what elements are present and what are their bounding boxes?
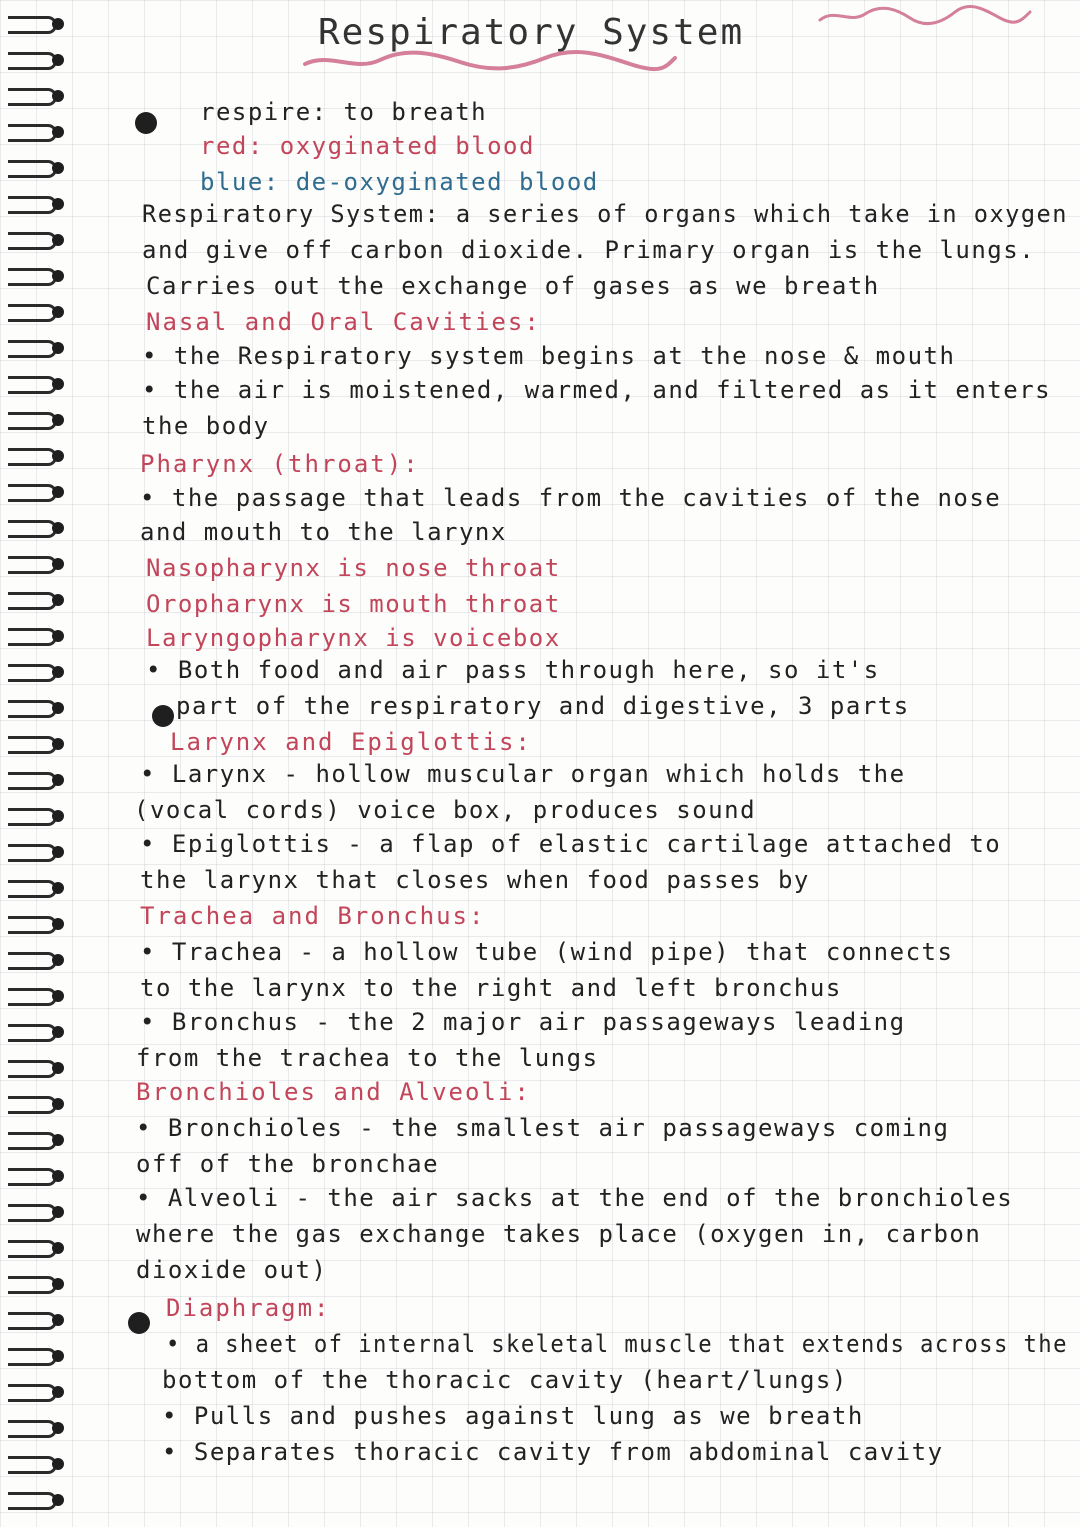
note-line: part of the respiratory and digestive, 3 parts bbox=[176, 692, 910, 720]
ring-hole bbox=[52, 1350, 64, 1362]
corner-scribble-wave bbox=[815, 4, 1035, 28]
note-line: • the Respiratory system begins at the nose & mouth bbox=[142, 342, 956, 370]
ring-loop bbox=[8, 880, 57, 898]
spiral-ring bbox=[8, 230, 60, 250]
ring-loop bbox=[8, 952, 57, 970]
ring-hole bbox=[52, 1134, 64, 1146]
spiral-ring bbox=[8, 1382, 60, 1402]
ring-hole bbox=[52, 198, 64, 210]
ring-loop bbox=[8, 448, 57, 466]
note-line: • Bronchioles - the smallest air passageways coming bbox=[136, 1114, 950, 1142]
spiral-ring bbox=[8, 86, 60, 106]
section-heading: Larynx and Epiglottis: bbox=[170, 728, 532, 756]
note-line: • Larynx - hollow muscular organ which holds the bbox=[140, 760, 906, 788]
ring-loop bbox=[8, 340, 57, 358]
ring-loop bbox=[8, 1348, 57, 1366]
ring-hole bbox=[52, 1494, 64, 1506]
ring-hole bbox=[52, 1458, 64, 1470]
note-line: the larynx that closes when food passes by bbox=[140, 866, 810, 894]
spiral-ring bbox=[8, 806, 60, 826]
ring-loop bbox=[8, 664, 57, 682]
ring-loop bbox=[8, 304, 57, 322]
spiral-ring bbox=[8, 1346, 60, 1366]
ring-hole bbox=[52, 90, 64, 102]
note-line: Oropharynx is mouth throat bbox=[146, 590, 561, 618]
section-heading: Bronchioles and Alveoli: bbox=[136, 1078, 531, 1106]
note-line: • the air is moistened, warmed, and filtered as it enters bbox=[142, 376, 1052, 404]
page-title: Respiratory System bbox=[318, 12, 745, 53]
note-line: • Bronchus - the 2 major air passageways leading bbox=[140, 1008, 906, 1036]
spiral-ring bbox=[8, 554, 60, 574]
spiral-ring bbox=[8, 158, 60, 178]
spiral-ring bbox=[8, 482, 60, 502]
ring-hole bbox=[52, 1242, 64, 1254]
ring-loop bbox=[8, 16, 57, 34]
note-line: dioxide out) bbox=[136, 1256, 328, 1284]
spiral-ring bbox=[8, 518, 60, 538]
ring-loop bbox=[8, 160, 57, 178]
ring-hole bbox=[52, 522, 64, 534]
ring-loop bbox=[8, 520, 57, 538]
note-line: (vocal cords) voice box, produces sound bbox=[134, 796, 757, 824]
ring-hole bbox=[52, 1062, 64, 1074]
spiral-ring bbox=[8, 1202, 60, 1222]
ring-loop bbox=[8, 412, 57, 430]
ring-loop bbox=[8, 1096, 57, 1114]
spiral-ring bbox=[8, 446, 60, 466]
note-line: red: oxyginated blood bbox=[200, 132, 535, 160]
note-line: and mouth to the larynx bbox=[140, 518, 507, 546]
ring-hole bbox=[52, 1386, 64, 1398]
ring-hole bbox=[52, 162, 64, 174]
note-line: Respiratory System: a series of organs which take in oxygen bbox=[142, 200, 1068, 228]
ring-loop bbox=[8, 88, 57, 106]
spiral-ring bbox=[8, 626, 60, 646]
ring-hole bbox=[52, 774, 64, 786]
ring-hole bbox=[52, 306, 64, 318]
spiral-ring bbox=[8, 1310, 60, 1330]
note-line: from the trachea to the lungs bbox=[136, 1044, 599, 1072]
ring-hole bbox=[52, 882, 64, 894]
ring-loop bbox=[8, 1492, 57, 1510]
spiral-ring bbox=[8, 1058, 60, 1078]
spiral-ring bbox=[8, 1274, 60, 1294]
ring-hole bbox=[52, 1170, 64, 1182]
ring-loop bbox=[8, 1240, 57, 1258]
ring-loop bbox=[8, 232, 57, 250]
spiral-ring bbox=[8, 878, 60, 898]
ring-hole bbox=[52, 1098, 64, 1110]
spiral-ring bbox=[8, 1238, 60, 1258]
note-line: blue: de-oxyginated blood bbox=[200, 168, 599, 196]
note-line: to the larynx to the right and left bronchus bbox=[140, 974, 842, 1002]
title-underline-wave bbox=[300, 46, 680, 76]
note-line: • Separates thoracic cavity from abdominal cavity bbox=[162, 1438, 944, 1466]
ring-loop bbox=[8, 808, 57, 826]
ring-loop bbox=[8, 1276, 57, 1294]
ring-loop bbox=[8, 268, 57, 286]
ring-loop bbox=[8, 1168, 57, 1186]
ring-hole bbox=[52, 18, 64, 30]
ring-hole bbox=[52, 1422, 64, 1434]
spiral-ring bbox=[8, 1022, 60, 1042]
section-heading: Nasal and Oral Cavities: bbox=[146, 308, 541, 336]
hole-punch-mark bbox=[135, 112, 157, 134]
ring-hole bbox=[52, 558, 64, 570]
note-line: • Trachea - a hollow tube (wind pipe) that connects bbox=[140, 938, 954, 966]
note-line: bottom of the thoracic cavity (heart/lungs) bbox=[162, 1366, 848, 1394]
hole-punch-mark bbox=[152, 705, 174, 727]
spiral-ring bbox=[8, 374, 60, 394]
spiral-ring bbox=[8, 698, 60, 718]
ring-loop bbox=[8, 484, 57, 502]
ring-loop bbox=[8, 556, 57, 574]
ring-hole bbox=[52, 990, 64, 1002]
spiral-ring bbox=[8, 1166, 60, 1186]
ring-loop bbox=[8, 772, 57, 790]
spiral-binding bbox=[0, 0, 70, 1527]
note-line: • Both food and air pass through here, so it's bbox=[146, 656, 880, 684]
ring-hole bbox=[52, 954, 64, 966]
spiral-ring bbox=[8, 1454, 60, 1474]
section-heading: Diaphragm: bbox=[166, 1294, 331, 1322]
note-line: Carries out the exchange of gases as we breath bbox=[146, 272, 880, 300]
section-heading: Trachea and Bronchus: bbox=[140, 902, 486, 930]
ring-hole bbox=[52, 702, 64, 714]
ring-loop bbox=[8, 1312, 57, 1330]
ring-loop bbox=[8, 124, 57, 142]
spiral-ring bbox=[8, 50, 60, 70]
ring-hole bbox=[52, 378, 64, 390]
ring-loop bbox=[8, 1132, 57, 1150]
note-line: and give off carbon dioxide. Primary organ is the lungs. bbox=[142, 236, 1036, 264]
ring-loop bbox=[8, 916, 57, 934]
spiral-ring bbox=[8, 14, 60, 34]
spiral-ring bbox=[8, 986, 60, 1006]
note-line: Nasopharynx is nose throat bbox=[146, 554, 561, 582]
note-line: off of the bronchae bbox=[136, 1150, 440, 1178]
ring-loop bbox=[8, 628, 57, 646]
spiral-ring bbox=[8, 1094, 60, 1114]
ring-hole bbox=[52, 450, 64, 462]
ring-hole bbox=[52, 1278, 64, 1290]
ring-hole bbox=[52, 1314, 64, 1326]
spiral-ring bbox=[8, 770, 60, 790]
ring-hole bbox=[52, 630, 64, 642]
spiral-ring bbox=[8, 1418, 60, 1438]
note-line: respire: to breath bbox=[200, 98, 488, 126]
ring-hole bbox=[52, 810, 64, 822]
note-line: • a sheet of internal skeletal muscle that extends across the bbox=[166, 1330, 1068, 1358]
ring-hole bbox=[52, 594, 64, 606]
spiral-ring bbox=[8, 194, 60, 214]
ring-loop bbox=[8, 592, 57, 610]
ring-hole bbox=[52, 414, 64, 426]
ring-loop bbox=[8, 1384, 57, 1402]
spiral-ring bbox=[8, 950, 60, 970]
ring-hole bbox=[52, 738, 64, 750]
ring-hole bbox=[52, 1206, 64, 1218]
spiral-ring bbox=[8, 1490, 60, 1510]
ring-loop bbox=[8, 1060, 57, 1078]
spiral-ring bbox=[8, 914, 60, 934]
ring-loop bbox=[8, 1420, 57, 1438]
ring-hole bbox=[52, 126, 64, 138]
note-line: Laryngopharynx is voicebox bbox=[146, 624, 561, 652]
spiral-ring bbox=[8, 266, 60, 286]
spiral-ring bbox=[8, 842, 60, 862]
section-heading: Pharynx (throat): bbox=[140, 450, 420, 478]
ring-loop bbox=[8, 700, 57, 718]
spiral-ring bbox=[8, 302, 60, 322]
ring-loop bbox=[8, 376, 57, 394]
ring-loop bbox=[8, 1024, 57, 1042]
spiral-ring bbox=[8, 734, 60, 754]
ring-hole bbox=[52, 666, 64, 678]
ring-hole bbox=[52, 486, 64, 498]
ring-loop bbox=[8, 1204, 57, 1222]
ring-loop bbox=[8, 988, 57, 1006]
ring-hole bbox=[52, 234, 64, 246]
ring-hole bbox=[52, 918, 64, 930]
spiral-ring bbox=[8, 1130, 60, 1150]
ring-loop bbox=[8, 52, 57, 70]
ring-hole bbox=[52, 342, 64, 354]
spiral-ring bbox=[8, 662, 60, 682]
ring-hole bbox=[52, 846, 64, 858]
note-line: • Alveoli - the air sacks at the end of the bronchioles bbox=[136, 1184, 1014, 1212]
ring-hole bbox=[52, 270, 64, 282]
ring-hole bbox=[52, 1026, 64, 1038]
ring-loop bbox=[8, 736, 57, 754]
note-line: the body bbox=[142, 412, 270, 440]
ring-loop bbox=[8, 196, 57, 214]
spiral-ring bbox=[8, 590, 60, 610]
ring-hole bbox=[52, 54, 64, 66]
note-line: • Pulls and pushes against lung as we breath bbox=[162, 1402, 864, 1430]
spiral-ring bbox=[8, 338, 60, 358]
hole-punch-mark bbox=[128, 1312, 150, 1334]
ring-loop bbox=[8, 844, 57, 862]
note-line: • Epiglottis - a flap of elastic cartilage attached to bbox=[140, 830, 1002, 858]
note-line: • the passage that leads from the cavities of the nose bbox=[140, 484, 1002, 512]
ring-loop bbox=[8, 1456, 57, 1474]
spiral-ring bbox=[8, 122, 60, 142]
spiral-ring bbox=[8, 410, 60, 430]
note-line: where the gas exchange takes place (oxygen in, carbon bbox=[136, 1220, 982, 1248]
